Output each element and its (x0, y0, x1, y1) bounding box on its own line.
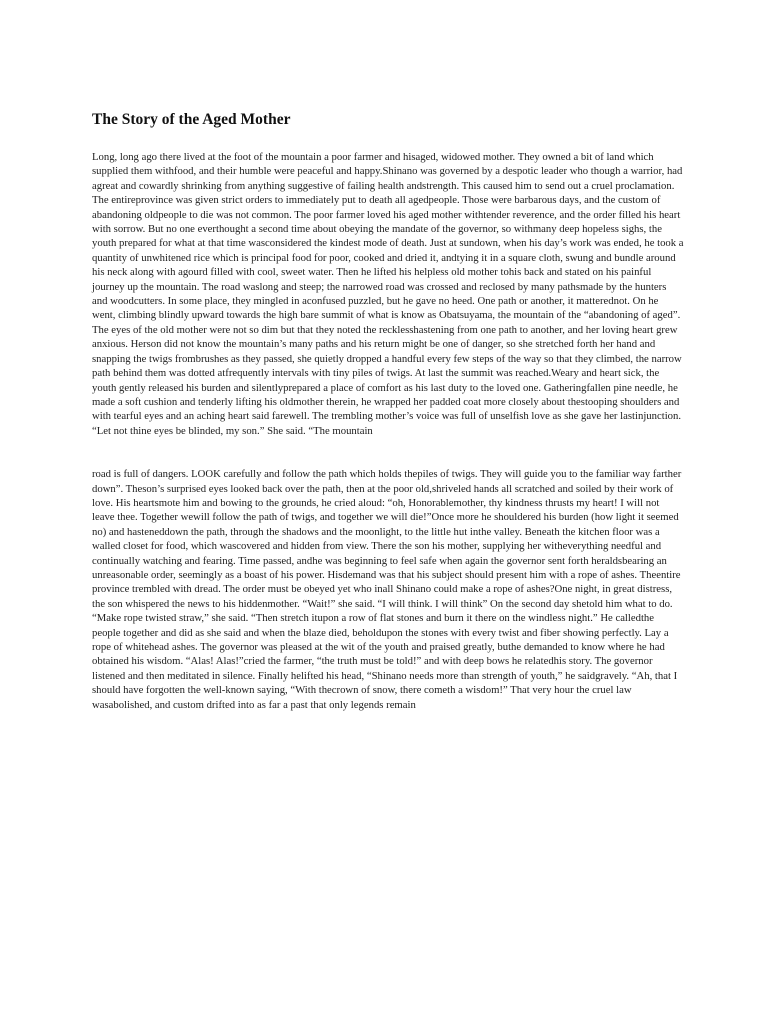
story-paragraph-1: Long, long ago there lived at the foot of the mountain a poor farmer and hisaged, widowed mother. They owned a bit of land which supplied them withfood, and their humble were peaceful and happy.Shinano was governed by a despotic leader who though a warrior, had agreat and cowardly shrinking from anything suggestive of failing health andstrength. This caused him to send out a cruel proclamation. The entireprovince was given strict orders to immediately put to death all agedpeople. Those were barbarous days, and the custom of abandoning oldpeople to die was not common. The poor farmer loved his aged mother withtender reverence, and the order filled his heart with sorrow. But no one everthought a second time about obeying the mandate of the governor, so withmany deep hopeless sighs, the youth prepared for what at that time wasconsidered the kindest mode of death. Just at sundown, when his day’s work was ended, he took a quantity of unwhitened rice which is principal food for poor, cooked and dried it, andtying it in a square cloth, swung and bundle around his neck along with agourd filled with cool, sweet water. Then he lifted his helpless old mother tohis back and stated on his painful journey up the mountain. The road waslong and steep; the narrowed road was crossed and reclosed by many pathsmade by the hunters and woodcutters. In some place, they mingled in aconfused puzzled, but he gave no heed. One path or another, it matterednot. On he went, climbing blindly upward towards the high bare summit of what is know as Obatsuyama, the mountain of the “abandoning of aged”. The eyes of the old mother were not so dim but that they noted the recklesshastening from one path to another, and her loving heart grew anxious. Herson did not know the mountain’s many paths and his return might be one of danger, so she stretched forth her hand and snapping the twigs frombrushes as they passed, she quietly dropped a handful every few steps of the way so that they climbed, the narrow path behind them was dotted atfrequently intervals with tiny piles of twigs. At last the summit was reached.Weary and heart sick, the youth gently released his burden and silentlyprepared a place of comfort as his last duty to the loved one. Gatheringfallen pine needle, he made a soft cushion and tenderly lifting his oldmother therein, he wrapped her padded coat more closely about thestooping shoulders and with tearful eyes and an aching heart said farewell. The trembling mother’s voice was full of unselfish love as she gave her lastinjunction. “Let not thine eyes be blinded, my son.” She said. “The mountain (92, 151, 684, 437)
story-paragraph-2: road is full of dangers. LOOK carefully and follow the path which holds thepiles of twigs. They will guide you to the familiar way farther down”. Theson’s surprised eyes looked back over the path, then at the poor old,shriveled hands all scratched and soiled by their work of love. His heartsmote him and bowing to the grounds, he cried aloud: “oh, Honorablemother, thy kindness thrusts my heart! I will not leave thee. Together wewill follow the path of twigs, and together we will die!”Once more he shouldered his burden (how light it seemed no) and hasteneddown the path, through the shadows and the moonlight, to the little hut inthe valley. Beneath the kitchen floor was a walled closet for food, which wascovered and hidden from view. There the son his mother, supplying her witheverything needful and continually watching and fearing. Time passed, andhe was beginning to feel safe when again the governor sent forth heraldsbearing an unreasonable order, seemingly as a boast of his power. Hisdemand was that his subject should present him with a rope of ashes. Theentire province trembled with dread. The order must be obeyed yet who inall Shinano could make a rope of ashes?One night, in great distress, the son whispered the news to his hiddenmother. “Wait!” she said. “I will think. I will think” On the second day shetold him what to do. “Make rope twisted straw,” she said. “Then stretch itupon a row of flat stones and burn it there on the windless night.” He calledthe people together and did as she said and when the blaze died, beholdupon the stones with every twist and fiber showing perfectly. Lay a rope of whitehead ashes. The governor was pleased at the wit of the youth and praised greatly, buthe demanded to know where he had obtained his wisdom. “Alas! Alas!”cried the farmer, “the truth must be told!” and with deep bows he relatedhis story. The governor listened and then meditated in silence. Finally helifted his head, “Shinano needs more than strength of youth,” he saidgravely. “Ah, that I should have forgotten the well-known saying, “With thecrown of snow, there cometh a wisdom!” That very hour the cruel law wasabolished, and custom drifted into as far a past that only legends remain (92, 468, 682, 711)
document-page (92, 110, 684, 712)
document-title: The Story of the Aged Mother (92, 111, 291, 128)
